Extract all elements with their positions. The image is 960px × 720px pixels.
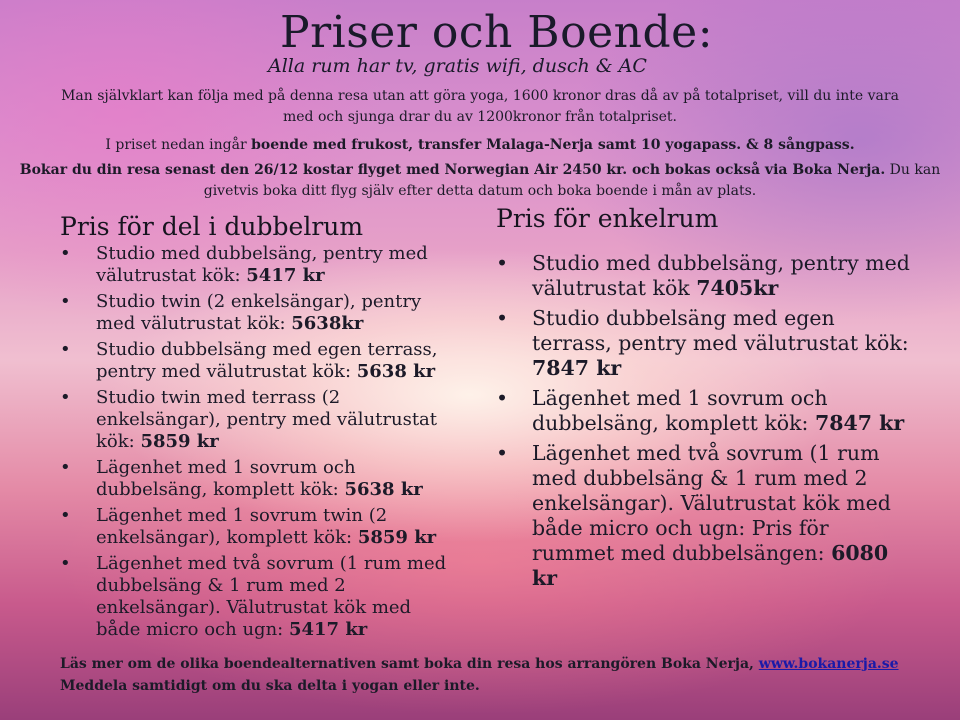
item-price: 5638 kr (344, 479, 423, 500)
booking-bold: Bokar du din resa senast den 26/12 kostar flyget med Norwegian Air 2450 kr. och bokas också via Boka Nerja. (19, 162, 886, 178)
list-item (496, 251, 916, 301)
bokanerja-link[interactable]: www.bokanerja.se (758, 656, 899, 672)
item-text: Studio dubbelsäng med egen terrass, pentry med välutrustat kök: (532, 306, 909, 355)
item-price: 5859 kr (140, 431, 219, 452)
item-price: 7847 kr (814, 411, 905, 435)
footer-line-2: Meddela samtidigt om du ska delta i yogan eller inte. (60, 678, 480, 694)
double-room-list (60, 243, 460, 645)
item-text: Lägenhet med 1 sovrum och dubbelsäng, komplett kök: (96, 457, 356, 500)
list-item (60, 553, 460, 641)
list-item (496, 306, 916, 381)
list-item (496, 386, 916, 436)
list-item (60, 505, 460, 549)
item-text: Lägenhet med 1 sovrum twin (2 enkelsängar), komplett kök: (96, 505, 388, 548)
item-text: Studio twin (2 enkelsängar), pentry med välutrustat kök: (96, 291, 422, 334)
list-item (60, 457, 460, 501)
item-price: 5417 kr (288, 619, 368, 640)
item-price: 5417 kr (246, 265, 325, 286)
list-item (60, 243, 460, 287)
item-text: Studio med dubbelsäng, pentry med välutrustat kök: (96, 243, 428, 286)
page-title: Priser och Boende: (280, 7, 714, 58)
single-room-heading: Pris för enkelrum (496, 204, 719, 233)
item-price: 5638 kr (356, 361, 436, 382)
list-item (60, 387, 460, 453)
item-price: 7847 kr (532, 356, 622, 380)
list-item (60, 339, 460, 383)
list-item (60, 291, 460, 335)
item-text: Studio twin med terrass (2 enkelsängar), pentry med välutrustat kök: (96, 387, 438, 452)
item-price: 7405kr (696, 276, 779, 300)
page-subtitle: Alla rum har tv, gratis wifi, dusch & AC (268, 55, 647, 77)
item-text: Lägenhet med två sovrum (1 rum med dubbelsäng & 1 rum med 2 enkelsängar). Välutrustat kök med både micro och ugn: (96, 553, 447, 640)
booking-rest: Du kan (885, 162, 941, 178)
included-bold: boende med frukost, transfer Malaga-Nerja samt 10 yogapass. & 8 sångpass. (251, 137, 855, 153)
intro-line-1: Man självklart kan följa med på denna resa utan att göra yoga, 1600 kronor dras då av på totalpriset, vill du inte vara (61, 88, 899, 104)
intro-paragraph (0, 86, 960, 128)
item-text: Studio dubbelsäng med egen terrass, pentry med välutrustat kök: (96, 339, 438, 382)
included-note (0, 135, 960, 156)
booking-note (0, 160, 960, 202)
footer-line-1: Läs mer om de olika boendealternativen samt boka din resa hos arrangören Boka Nerja, (60, 656, 759, 672)
footer-note (60, 653, 940, 697)
double-room-heading: Pris för del i dubbelrum (60, 212, 364, 241)
item-price: 6080 kr (532, 541, 889, 590)
booking-line-2: givetvis boka ditt flyg själv efter detta datum och boka boende i mån av plats. (203, 183, 757, 199)
item-price: 5859 kr (357, 527, 437, 548)
item-text: Studio med dubbelsäng, pentry med välutrustat kök (532, 251, 910, 300)
list-item (496, 441, 916, 591)
item-text: Lägenhet med två sovrum (1 rum med dubbelsäng & 1 rum med 2 enkelsängar). Välutrustat kök med både micro och ugn: Pris för rummet med dubbelsängen: (532, 441, 891, 565)
single-room-list (496, 251, 916, 596)
intro-line-2: med och sjunga drar du av 1200kronor från totalpriset. (283, 109, 677, 125)
included-prefix: I priset nedan ingår (105, 137, 252, 153)
item-text: Lägenhet med 1 sovrum och dubbelsäng, komplett kök: (532, 386, 828, 435)
item-price: 5638kr (291, 313, 364, 334)
